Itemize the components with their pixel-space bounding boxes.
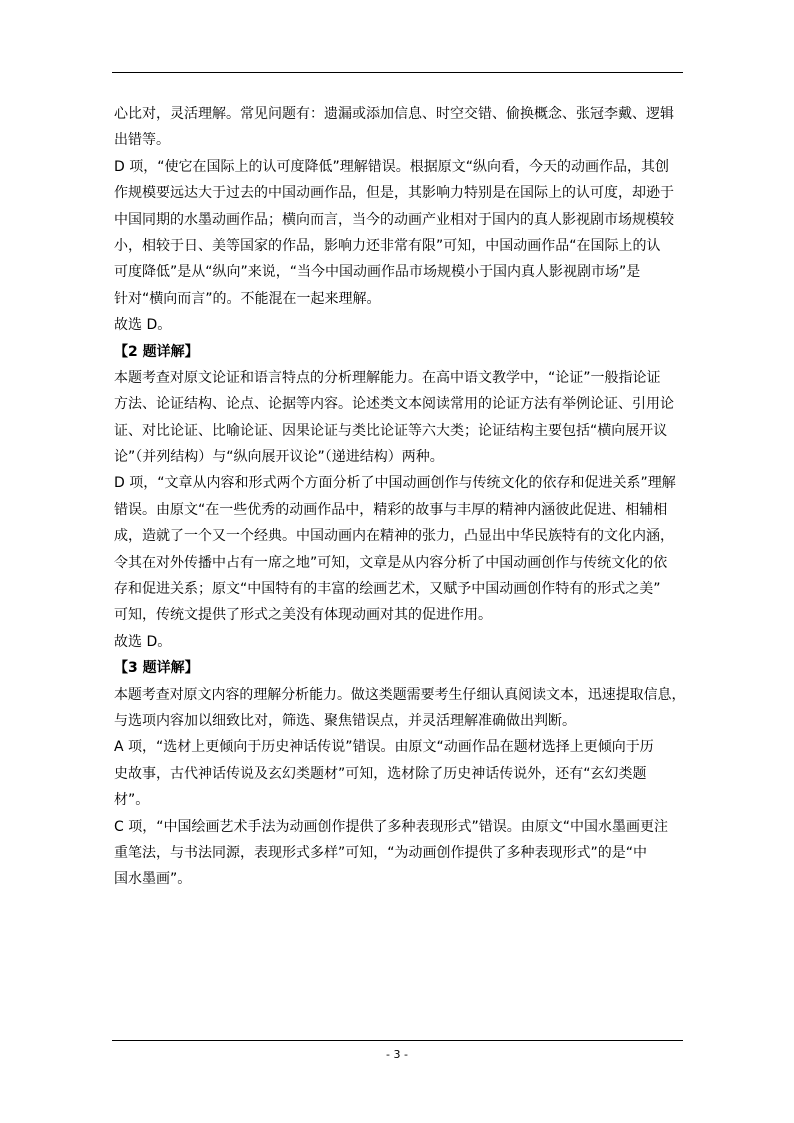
page-number: - 3 - xyxy=(386,1048,408,1061)
text-line: 史故事，古代神话传说及玄幻类题材”可知，选材除了历史神话传说外，还有“玄幻类题 xyxy=(114,765,647,782)
text-line: 错误。由原文“在一些优秀的动画作品中，精彩的故事与丰厚的精神内涵彼此促进、相辅相 xyxy=(114,501,668,518)
text-line: 论”（并列结构）与“纵向展开议论”（递进结构）两种。 xyxy=(114,449,444,466)
text-line: 存和促进关系；原文“中国特有的丰富的绘画艺术，又赋予中国动画创作特有的形式之美” xyxy=(114,581,661,598)
text-line: 心比对，灵活理解。常见问题有：遗漏或添加信息、时空交错、偷换概念、张冠李戴、逻辑 xyxy=(114,106,674,122)
text-line: 可知，传统文提供了形式之美没有体现动画对其的促进作用。 xyxy=(114,607,492,624)
header-rule xyxy=(112,72,683,73)
text-line: 针对“横向而言”的。不能混在一起来理解。 xyxy=(114,290,381,307)
text-line: 与选项内容加以细致比对，筛选、聚焦错误点，并灵活理解准确做出判断。 xyxy=(114,712,576,729)
text-line: 成，造就了一个又一个经典。中国动画内在精神的张力，凸显出中华民族特有的文化内涵， xyxy=(114,528,674,545)
text-line: 本题考查对原文内容的理解分析能力。做这类题需要考生仔细认真阅读文本，迅速提取信息， xyxy=(114,686,686,703)
text-line: 可度降低”是从“纵向”来说，“当今中国动画作品市场规模小于国内真人影视剧市场”是 xyxy=(114,264,641,281)
text-line: C 项，“中国绘画艺术手法为动画创作提供了多种表现形式”错误。由原文“中国水墨画更注 xyxy=(114,818,668,835)
text-line: A 项，“选材上更倾向于历史神话传说”错误。由原文“动画作品在题材选择上更倾向于历 xyxy=(114,739,654,756)
footer-rule xyxy=(112,1040,683,1041)
text-line: 证、对比论证、比喻论证、因果论证与类比论证等六大类；论证结构主要包括“横向展开议 xyxy=(114,422,668,439)
text-line: 故选 D。 xyxy=(114,317,172,334)
text-line: 国水墨画”。 xyxy=(114,871,192,888)
document-body xyxy=(114,101,686,893)
text-line: 令其在对外传播中占有一席之地”可知，文章是从内容分析了中国动画创作与传统文化的依 xyxy=(114,554,668,571)
text-line: 重笔法，与书法同源，表现形式多样”可知，“为动画创作提供了多种表现形式”的是“中 xyxy=(114,844,648,861)
text-line: 故选 D。 xyxy=(114,633,172,650)
text-line: 中国同期的水墨动画作品；横向而言，当今的动画产业相对于国内的真人影视剧市场规模较 xyxy=(114,211,674,228)
text-line: D 项，“文章从内容和形式两个方面分析了中国动画创作与传统文化的依存和促进关系”理解 xyxy=(114,475,676,492)
text-line: 作规模要远达大于过去的中国动画作品，但是，其影响力特别是在国际上的认可度，却逊于 xyxy=(114,185,674,202)
text-line: 材”。 xyxy=(114,792,150,809)
text-line: 出错等。 xyxy=(114,132,170,149)
text-line: D 项，“使它在国际上的认可度降低”理解错误。根据原文“纵向看，今天的动画作品，其创 xyxy=(114,158,669,175)
text-line: 本题考查对原文论证和语言特点的分析理解能力。在高中语文教学中，“论证”一般指论证 xyxy=(114,369,661,386)
section-heading: 【2 题详解】 xyxy=(114,343,199,360)
section-heading: 【3 题详解】 xyxy=(114,660,199,677)
text-line: 小，相较于日、美等国家的作品，影响力还非常有限”可知，中国动画作品“在国际上的认 xyxy=(114,237,661,254)
text-line: 方法、论证结构、论点、论据等内容。论述类文本阅读常用的论证方法有举例论证、引用论 xyxy=(114,396,674,413)
